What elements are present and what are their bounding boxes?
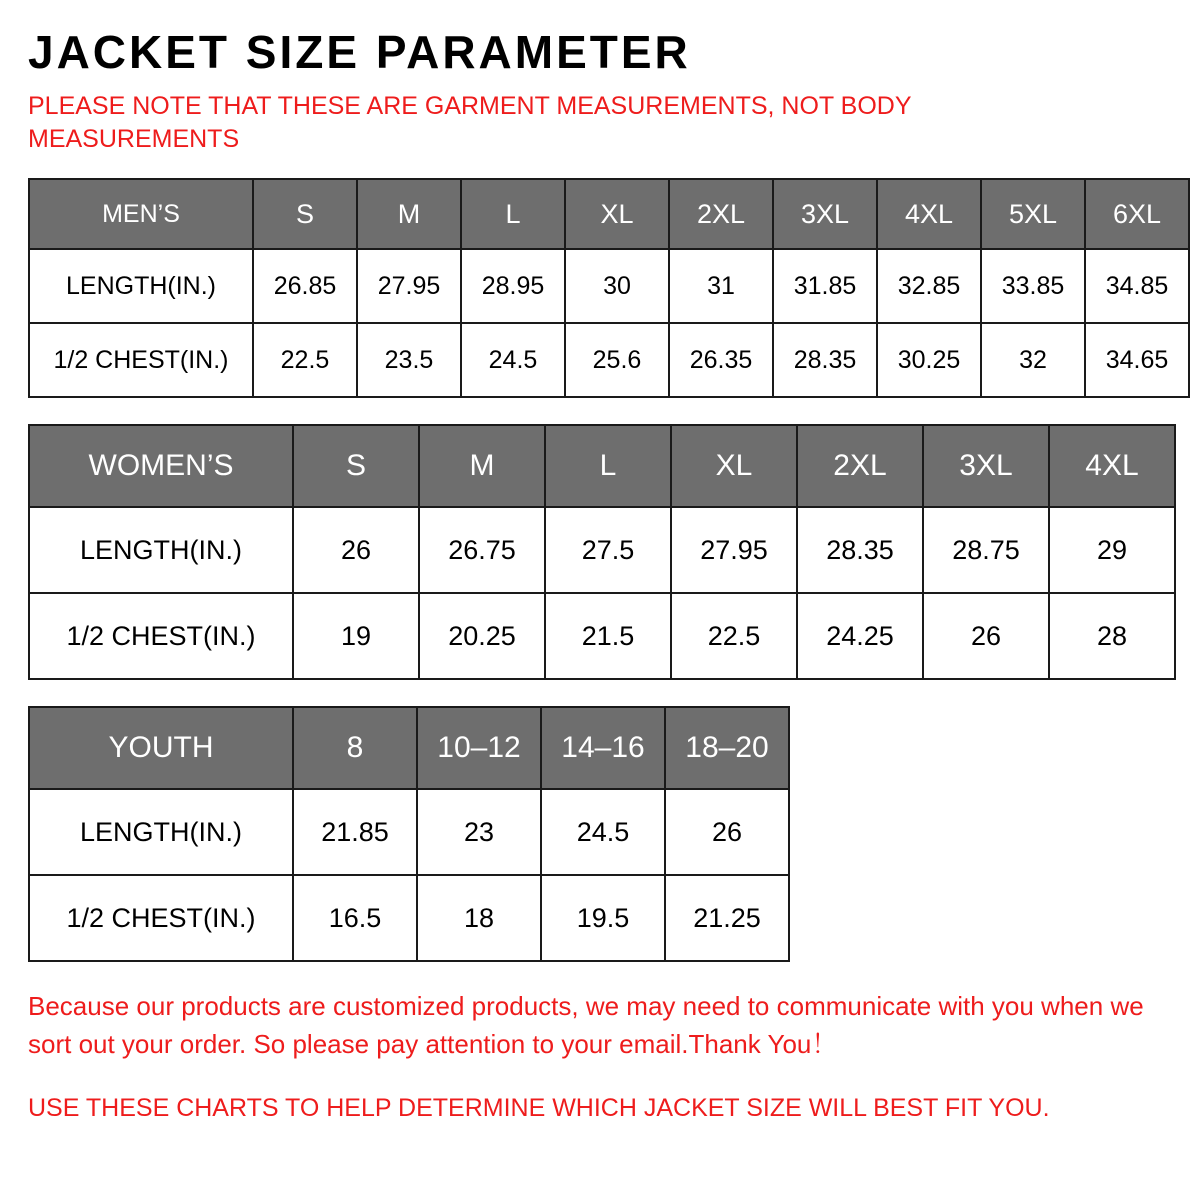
womens-size-4xl: 4XL bbox=[1049, 425, 1175, 507]
mens-size-4xl: 4XL bbox=[877, 179, 981, 249]
mens-length-xl: 30 bbox=[565, 249, 669, 323]
mens-chest-2xl: 26.35 bbox=[669, 323, 773, 397]
womens-chest-2xl: 24.25 bbox=[797, 593, 923, 679]
table-row bbox=[29, 425, 1175, 507]
table-row bbox=[29, 179, 1189, 249]
mens-size-s: S bbox=[253, 179, 357, 249]
mens-size-xl: XL bbox=[565, 179, 669, 249]
table-row bbox=[29, 789, 789, 875]
womens-table-label: WOMEN’S bbox=[29, 425, 293, 507]
mens-chest-l: 24.5 bbox=[461, 323, 565, 397]
youth-size-8: 8 bbox=[293, 707, 417, 789]
measurement-note: PLEASE NOTE THAT THESE ARE GARMENT MEASUREMENTS, NOT BODY MEASUREMENTS bbox=[28, 92, 912, 154]
womens-size-2xl: 2XL bbox=[797, 425, 923, 507]
youth-size-table bbox=[28, 706, 790, 962]
youth-chest-18-20: 21.25 bbox=[665, 875, 789, 961]
footer-chart-usage-note: USE THESE CHARTS TO HELP DETERMINE WHICH JACKET SIZE WILL BEST FIT YOU. bbox=[28, 1093, 1050, 1122]
mens-size-m: M bbox=[357, 179, 461, 249]
womens-chest-label: 1/2 CHEST(IN.) bbox=[29, 593, 293, 679]
mens-size-l: L bbox=[461, 179, 565, 249]
youth-length-18-20: 26 bbox=[665, 789, 789, 875]
mens-length-l: 28.95 bbox=[461, 249, 565, 323]
womens-size-m: M bbox=[419, 425, 545, 507]
youth-length-label: LENGTH(IN.) bbox=[29, 789, 293, 875]
mens-length-m: 27.95 bbox=[357, 249, 461, 323]
mens-length-2xl: 31 bbox=[669, 249, 773, 323]
mens-length-s: 26.85 bbox=[253, 249, 357, 323]
youth-size-18-20: 18–20 bbox=[665, 707, 789, 789]
table-row bbox=[29, 249, 1189, 323]
womens-table-header bbox=[29, 425, 1175, 507]
mens-table-body bbox=[29, 249, 1189, 397]
womens-length-xl: 27.95 bbox=[671, 507, 797, 593]
mens-size-table bbox=[28, 178, 1190, 398]
mens-size-3xl: 3XL bbox=[773, 179, 877, 249]
womens-size-s: S bbox=[293, 425, 419, 507]
youth-size-10-12: 10–12 bbox=[417, 707, 541, 789]
womens-length-l: 27.5 bbox=[545, 507, 671, 593]
mens-length-4xl: 32.85 bbox=[877, 249, 981, 323]
womens-length-3xl: 28.75 bbox=[923, 507, 1049, 593]
mens-size-6xl: 6XL bbox=[1085, 179, 1189, 249]
mens-chest-4xl: 30.25 bbox=[877, 323, 981, 397]
page-title: JACKET SIZE PARAMETER bbox=[28, 26, 691, 78]
womens-length-s: 26 bbox=[293, 507, 419, 593]
mens-chest-xl: 25.6 bbox=[565, 323, 669, 397]
mens-chest-6xl: 34.65 bbox=[1085, 323, 1189, 397]
womens-length-4xl: 29 bbox=[1049, 507, 1175, 593]
table-row bbox=[29, 323, 1189, 397]
womens-size-3xl: 3XL bbox=[923, 425, 1049, 507]
youth-length-8: 21.85 bbox=[293, 789, 417, 875]
mens-length-label: LENGTH(IN.) bbox=[29, 249, 253, 323]
youth-table-label: YOUTH bbox=[29, 707, 293, 789]
table-row bbox=[29, 875, 789, 961]
mens-chest-s: 22.5 bbox=[253, 323, 357, 397]
womens-length-2xl: 28.35 bbox=[797, 507, 923, 593]
youth-chest-10-12: 18 bbox=[417, 875, 541, 961]
womens-size-xl: XL bbox=[671, 425, 797, 507]
mens-length-5xl: 33.85 bbox=[981, 249, 1085, 323]
womens-size-table bbox=[28, 424, 1176, 680]
womens-size-l: L bbox=[545, 425, 671, 507]
youth-chest-14-16: 19.5 bbox=[541, 875, 665, 961]
mens-chest-5xl: 32 bbox=[981, 323, 1085, 397]
womens-chest-3xl: 26 bbox=[923, 593, 1049, 679]
mens-table-header bbox=[29, 179, 1189, 249]
table-row bbox=[29, 507, 1175, 593]
mens-length-3xl: 31.85 bbox=[773, 249, 877, 323]
youth-length-10-12: 23 bbox=[417, 789, 541, 875]
youth-table-header bbox=[29, 707, 789, 789]
mens-chest-3xl: 28.35 bbox=[773, 323, 877, 397]
womens-table-body bbox=[29, 507, 1175, 679]
womens-chest-s: 19 bbox=[293, 593, 419, 679]
table-row bbox=[29, 707, 789, 789]
womens-chest-m: 20.25 bbox=[419, 593, 545, 679]
youth-chest-8: 16.5 bbox=[293, 875, 417, 961]
mens-table-label: MEN’S bbox=[29, 179, 253, 249]
womens-chest-4xl: 28 bbox=[1049, 593, 1175, 679]
youth-chest-label: 1/2 CHEST(IN.) bbox=[29, 875, 293, 961]
womens-chest-xl: 22.5 bbox=[671, 593, 797, 679]
mens-size-2xl: 2XL bbox=[669, 179, 773, 249]
youth-size-14-16: 14–16 bbox=[541, 707, 665, 789]
mens-chest-label: 1/2 CHEST(IN.) bbox=[29, 323, 253, 397]
table-row bbox=[29, 593, 1175, 679]
womens-length-label: LENGTH(IN.) bbox=[29, 507, 293, 593]
mens-chest-m: 23.5 bbox=[357, 323, 461, 397]
womens-chest-l: 21.5 bbox=[545, 593, 671, 679]
youth-length-14-16: 24.5 bbox=[541, 789, 665, 875]
mens-length-6xl: 34.85 bbox=[1085, 249, 1189, 323]
youth-table-body bbox=[29, 789, 789, 961]
footer-customization-note: Because our products are customized products, we may need to communicate with you when we sort out your order. So please pay attention to your email.Thank You！ bbox=[28, 991, 1144, 1059]
womens-length-m: 26.75 bbox=[419, 507, 545, 593]
mens-size-5xl: 5XL bbox=[981, 179, 1085, 249]
